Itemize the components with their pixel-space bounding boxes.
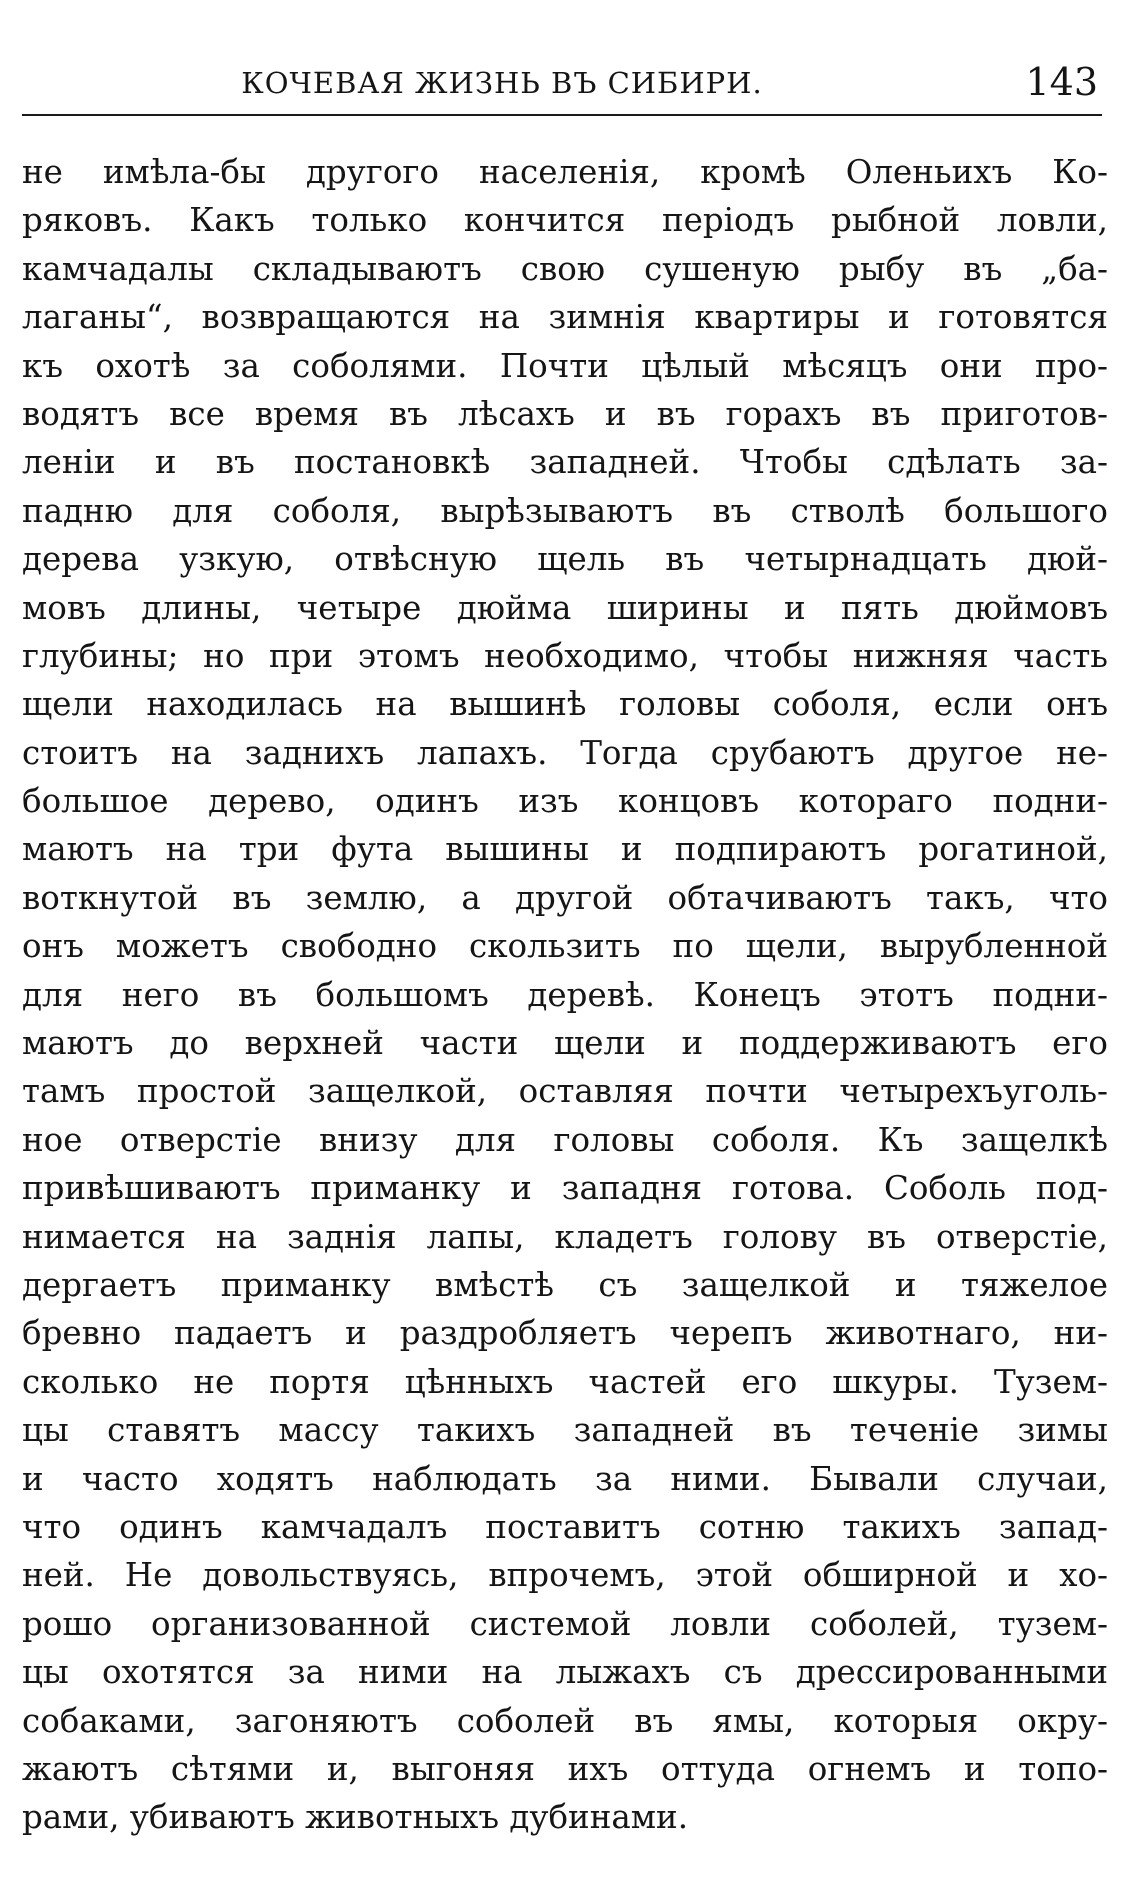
text-line: бревно падаетъ и раздробляетъ черепъ животнаго, ни- [22,1314,1108,1353]
text-line: маютъ на три фута вышины и подпираютъ рогатиной, [22,830,1108,869]
text-line: жаютъ сѣтями и, выгоняя ихъ оттуда огнемъ и топо- [22,1749,1108,1788]
text-line: сколько не портя цѣнныхъ частей его шкуры. Тузем- [22,1362,1108,1401]
text-line: лаганы“, возвращаются на зимнія квартиры и готовятся [22,298,1108,337]
text-line: цы охотятся за ними на лыжахъ съ дрессированными [22,1653,1108,1692]
text-line: не имѣла-бы другого населенія, кромѣ Оленьихъ Ко- [22,153,1108,191]
text-line: рами, убиваютъ животныхъ дубинами. [22,1798,689,1837]
body-paragraph [22,148,1108,1842]
text-line: большое дерево, одинъ изъ концовъ котораго подни- [22,782,1108,821]
text-line: и часто ходятъ наблюдать за ними. Бывали случаи, [22,1459,1108,1498]
text-line: дерева узкую, отвѣсную щель въ четырнадцать дюй- [22,540,1108,579]
running-title: КОЧЕВАЯ ЖИЗНЬ ВЪ СИБИРИ. [241,66,763,100]
text-line: что одинъ камчадалъ поставитъ сотню такихъ запад- [22,1507,1108,1546]
text-line: ней. Не довольствуясь, впрочемъ, этой обширной и хо- [22,1556,1108,1595]
text-line: водятъ все время въ лѣсахъ и въ горахъ въ приготов- [22,394,1108,433]
text-line: собаками, загоняютъ соболей въ ямы, которыя окру- [22,1701,1108,1740]
text-line: ряковъ. Какъ только кончится періодъ рыбной ловли, [22,201,1108,240]
text-line: мовъ длины, четыре дюйма ширины и пять дюймовъ [22,588,1108,627]
text-line: онъ можетъ свободно скользить по щели, вырубленной [22,927,1108,966]
text-line: привѣшиваютъ приманку и западня готова. Соболь под- [22,1169,1108,1208]
running-header [22,58,1102,116]
text-line: воткнутой въ землю, а другой обтачиваютъ такъ, что [22,878,1108,917]
text-line: маютъ до верхней части щели и поддерживаютъ его [22,1024,1108,1063]
text-line: ное отверстіе внизу для головы соболя. Къ защелкѣ [22,1120,1108,1159]
text-line: дергаетъ приманку вмѣстѣ съ защелкой и тяжелое [22,1265,1108,1304]
text-line: щели находилась на вышинѣ головы соболя, если онъ [22,685,1108,724]
text-line: стоитъ на заднихъ лапахъ. Тогда срубаютъ другое не- [22,733,1108,772]
text-line: къ охотѣ за соболями. Почти цѣлый мѣсяцъ они про- [22,346,1108,385]
text-line: падню для соболя, вырѣзываютъ въ стволѣ большого [22,491,1108,530]
page-number: 143 [1025,60,1098,104]
text-line: для него въ большомъ деревѣ. Конецъ этотъ подни- [22,975,1108,1014]
text-line: рошо организованной системой ловли соболей, тузем- [22,1604,1108,1643]
text-line: камчадалы складываютъ свою сушеную рыбу въ „ба- [22,249,1108,288]
text-line: цы ставятъ массу такихъ западней въ теченіе зимы [22,1411,1108,1450]
text-line: глубины; но при этомъ необходимо, чтобы нижняя часть [22,636,1108,675]
text-line: нимается на заднія лапы, кладетъ голову въ отверстіе, [22,1217,1108,1256]
text-line: тамъ простой защелкой, оставляя почти четырехъуголь- [22,1072,1108,1111]
text-line: леніи и въ постановкѣ западней. Чтобы сдѣлать за- [22,443,1108,482]
